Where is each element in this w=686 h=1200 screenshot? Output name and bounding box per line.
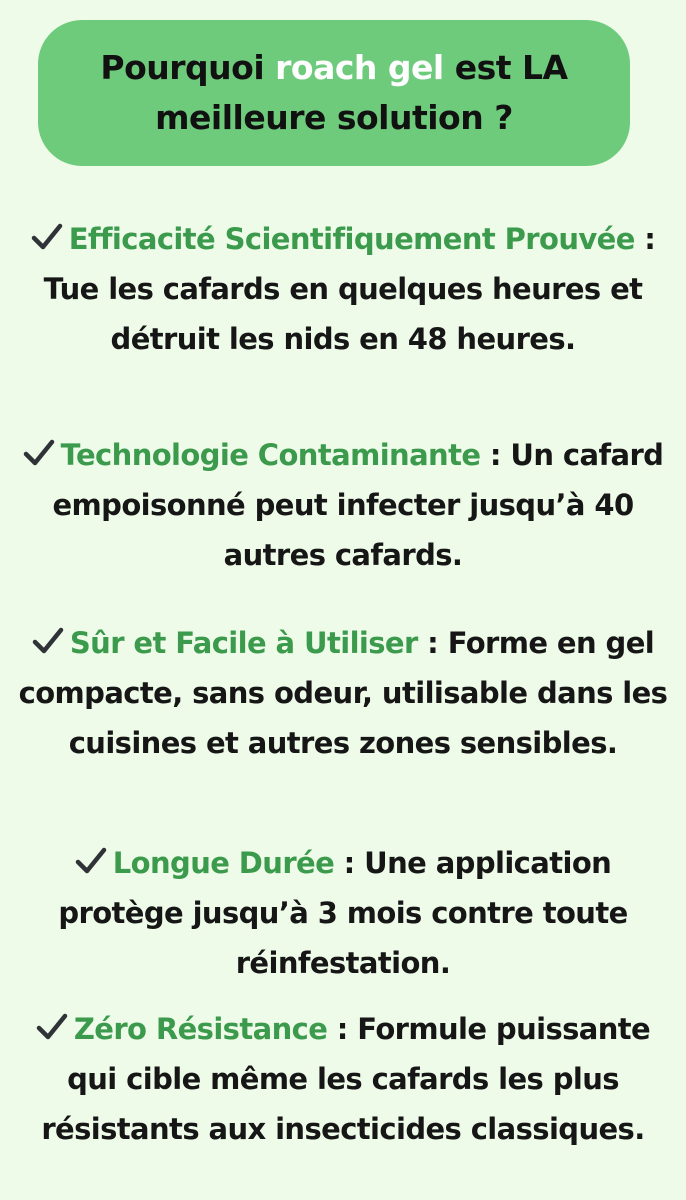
check-icon bbox=[23, 439, 55, 467]
headline-product-name: roach gel bbox=[275, 48, 444, 87]
benefit-item bbox=[14, 214, 672, 364]
headline-line2: meilleure solution ? bbox=[155, 98, 513, 137]
check-icon bbox=[31, 223, 63, 251]
benefit-separator: : bbox=[417, 626, 448, 660]
benefit-item bbox=[14, 1004, 672, 1154]
benefit-separator: : bbox=[480, 438, 511, 472]
benefit-text: Une application protège jusqu’à 3 mois contre toute réinfestation. bbox=[58, 846, 628, 980]
check-icon bbox=[36, 1013, 68, 1041]
benefit-title: Technologie Contaminante bbox=[60, 438, 481, 472]
benefit-separator: : bbox=[334, 846, 365, 880]
benefit-title: Efficacité Scientifiquement Prouvée bbox=[68, 222, 635, 256]
check-icon bbox=[75, 847, 107, 875]
benefit-text: Forme en gel compacte, sans odeur, utilisable dans les cuisines et autres zones sensibles. bbox=[18, 626, 668, 760]
headline-line1-end: est LA bbox=[443, 48, 568, 87]
benefit-item bbox=[14, 838, 672, 988]
benefit-title: Zéro Résistance bbox=[73, 1012, 328, 1046]
benefit-item bbox=[14, 430, 672, 580]
benefit-title: Sûr et Facile à Utiliser bbox=[69, 626, 418, 660]
benefit-item bbox=[14, 618, 672, 768]
benefit-text: Formule puissante qui cible même les cafards les plus résistants aux insecticides classiques. bbox=[41, 1012, 651, 1146]
benefit-title: Longue Durée bbox=[112, 846, 335, 880]
headline-banner bbox=[38, 20, 630, 166]
check-icon bbox=[32, 627, 64, 655]
benefit-text: Un cafard empoisonné peut infecter jusqu’à 40 autres cafards. bbox=[52, 438, 664, 572]
page-title bbox=[100, 43, 567, 143]
benefit-separator: : bbox=[327, 1012, 358, 1046]
benefit-text: Tue les cafards en quelques heures et détruit les nids en 48 heures. bbox=[43, 272, 643, 356]
benefit-separator: : bbox=[634, 222, 656, 256]
headline-prefix: Pourquoi bbox=[100, 48, 276, 87]
